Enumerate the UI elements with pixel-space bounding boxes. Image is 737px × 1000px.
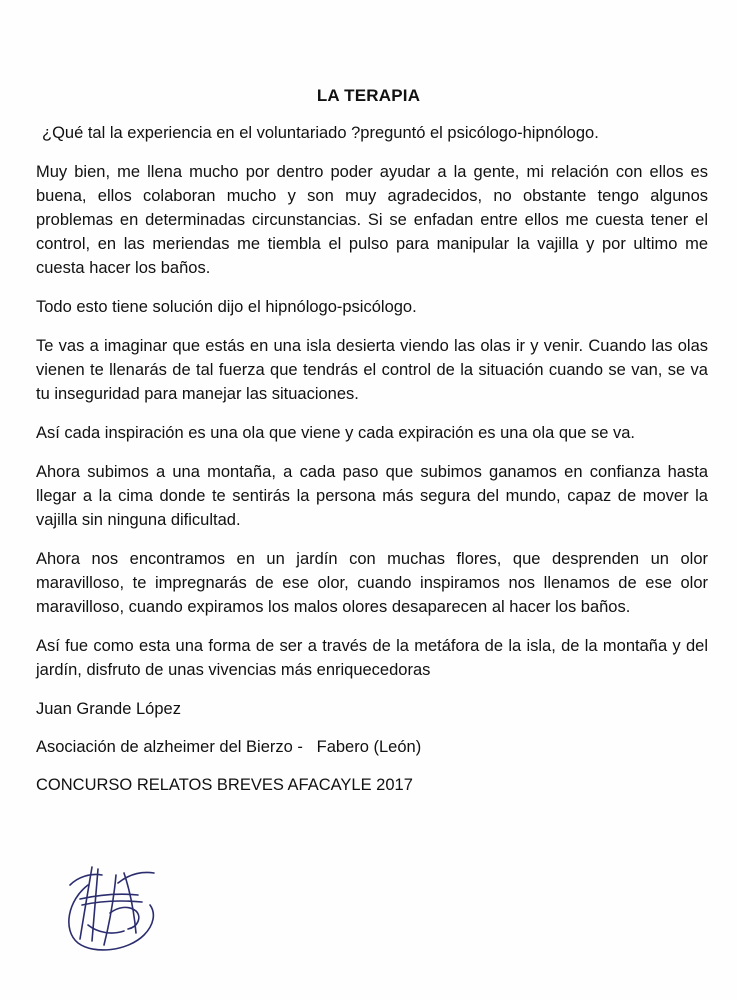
document-title: LA TERAPIA — [316, 86, 421, 105]
paragraph-3: Todo esto tiene solución dijo el hipnólogo-psicólogo. — [36, 298, 417, 316]
contest-line: CONCURSO RELATOS BREVES AFACAYLE 2017 — [36, 776, 413, 794]
paragraph-4: Te vas a imaginar que estás en una isla desierta viendo las olas ir y venir. Cuando las olas vienen te llenarás de tal fuerza que tendrás el control de la situación cuando se van, se va tu inseguridad para manejar las situaciones. — [36, 337, 708, 403]
paragraph-1: ¿Qué tal la experiencia en el voluntariado ?preguntó el psicólogo-hipnólogo. — [42, 124, 599, 142]
paragraph-5: Así cada inspiración es una ola que viene y cada expiración es una ola que se va. — [36, 424, 635, 442]
author-name: Juan Grande López — [36, 700, 181, 718]
signature-block — [36, 697, 708, 797]
association-line: Asociación de alzheimer del Bierzo - Fabero (León) — [36, 738, 422, 756]
paragraph-6: Ahora subimos a una montaña, a cada paso que subimos ganamos en confianza hasta llegar a la cima donde te sentirás la persona más segura del mundo, capaz de mover la vajilla sin ninguna dificultad. — [36, 463, 708, 529]
handwritten-signature — [58, 855, 168, 960]
paragraph-2: Muy bien, me llena mucho por dentro poder ayudar a la gente, mi relación con ellos es buena, ellos colaboran mucho y son muy agradecidos, no obstante tengo algunos problemas en determinadas circunstancias. Si se enfadan entre ellos me cuesta tener el control, en las meriendas me tiembla el pulso para manipular la vajilla y por ultimo me cuesta hacer los baños. — [36, 163, 708, 277]
paragraph-7: Ahora nos encontramos en un jardín con muchas flores, que desprenden un olor maravilloso, te impregnarás de ese olor, cuando inspiramos nos llenamos de ese olor maravilloso, cuando expiramos los malos olores desaparecen al hacer los baños. — [36, 550, 708, 616]
document-body — [36, 121, 708, 811]
paragraph-8: Así fue como esta una forma de ser a través de la metáfora de la isla, de la montaña y del jardín, disfruto de unas vivencias más enriquecedoras — [36, 637, 708, 679]
